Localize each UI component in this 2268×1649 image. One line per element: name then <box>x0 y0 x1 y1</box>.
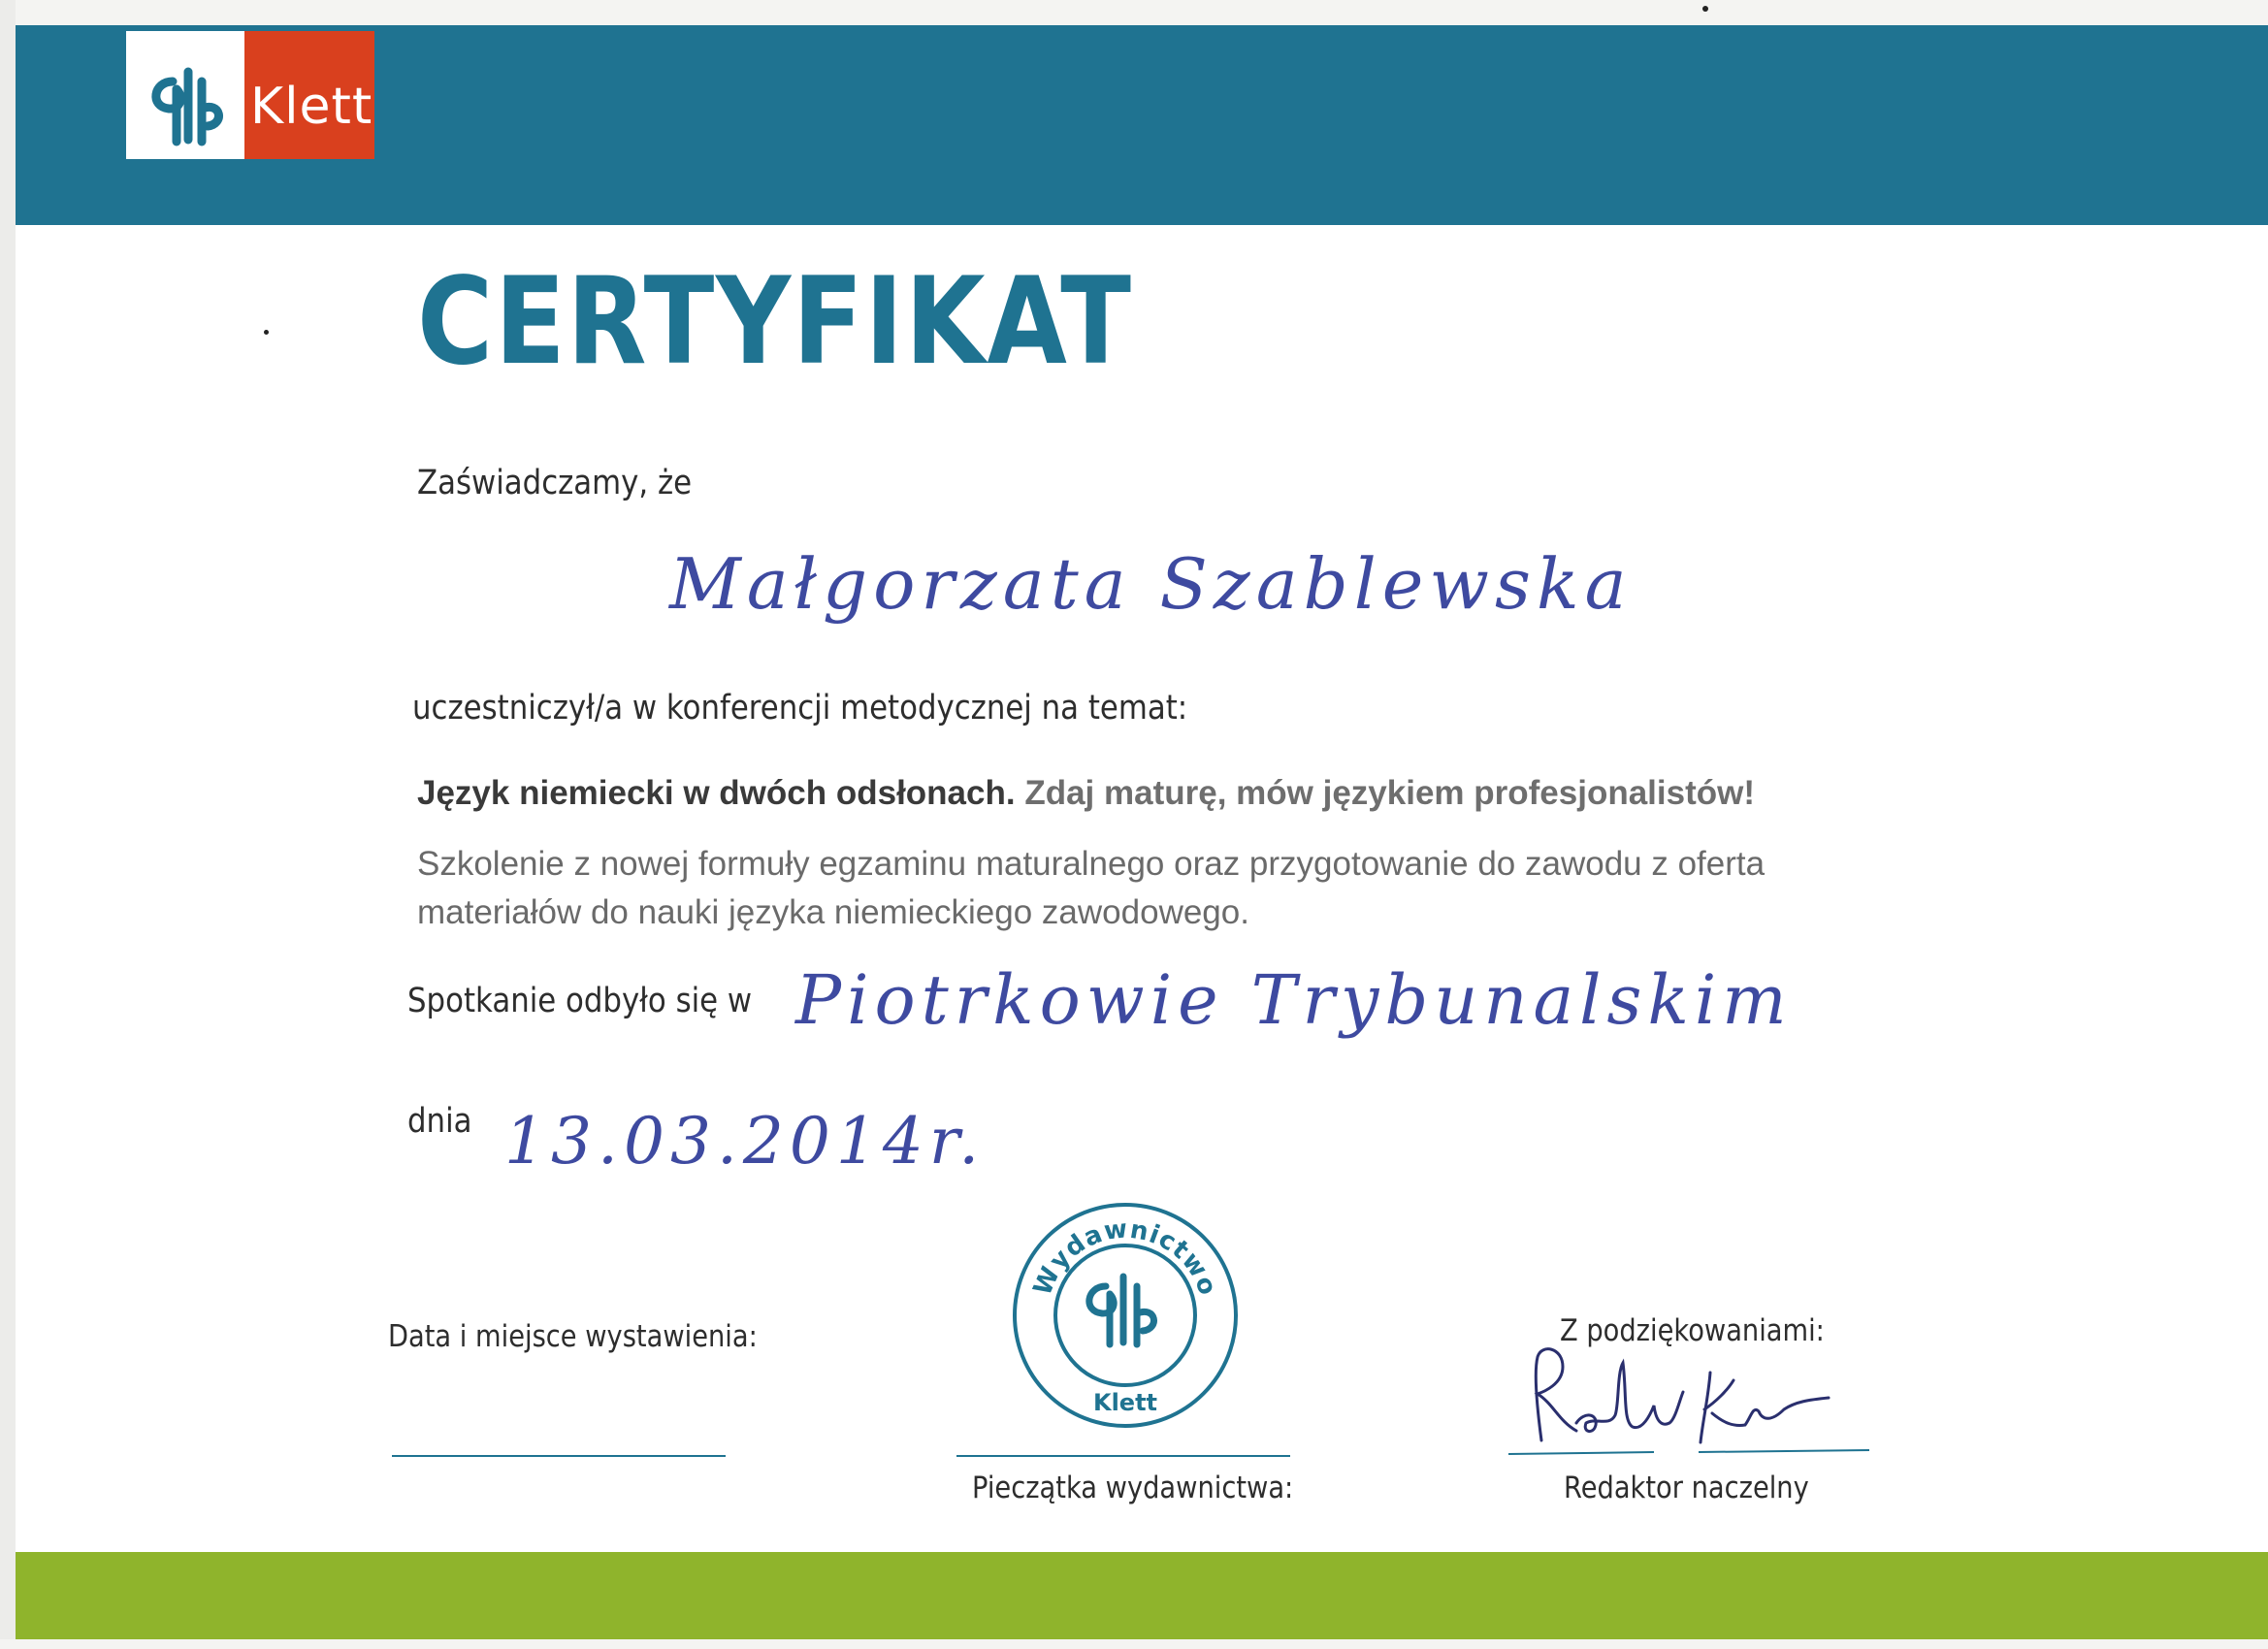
issue-label: Data i miejsce wystawienia: <box>388 1319 758 1354</box>
date-label: dnia <box>407 1102 472 1141</box>
signer-role: Redaktor naczelny <box>1564 1471 1809 1505</box>
scan-speck <box>264 330 269 335</box>
certificate-title: CERTYFIKAT <box>417 252 1133 392</box>
stamp-label: Pieczątka wydawnictwa: <box>972 1471 1294 1505</box>
klett-clover-icon <box>144 62 233 149</box>
meeting-place: Piotrkowie Trybunalskim <box>795 960 1793 1040</box>
thanks-label: Z podziękowaniami: <box>1560 1313 1825 1348</box>
participant-name: Małgorzata Szablewska <box>669 543 1633 625</box>
intro-text: Zaświadczamy, że <box>417 464 693 502</box>
topic-title-part1: Język niemiecki w dwóch odsłonach. <box>417 774 1016 812</box>
topic-title-part2: Zdaj maturę, mów językiem profesjonalistów! <box>1024 774 1755 812</box>
scan-edge-top <box>0 0 2268 25</box>
meeting-label: Spotkanie odbyło się w <box>407 982 753 1020</box>
stamp-top-text: Wydawnictwo <box>1027 1214 1223 1301</box>
scan-edge-left <box>0 0 16 1649</box>
logo-text: Klett <box>250 78 373 136</box>
participation-text: uczestniczył/a w konferencji metodycznej na temat: <box>412 689 1188 728</box>
publisher-stamp <box>1009 1199 1242 1432</box>
stamp-clover-icon <box>1089 1277 1154 1344</box>
date-value: 13.03.2014r. <box>504 1104 986 1179</box>
scan-edge-bottom <box>0 1639 2268 1649</box>
topic-description: Szkolenie z nowej formuły egzaminu maturalnego oraz przygotowanie do zawodu z oferta materiałów do nauki języka niemieckiego zawodowego. <box>417 845 1766 931</box>
footer-band <box>16 1552 2268 1649</box>
scan-speck <box>1702 6 1708 12</box>
stamp-line <box>956 1455 1290 1457</box>
handwritten-signature <box>1508 1334 1877 1460</box>
issue-line <box>392 1455 726 1457</box>
topic-title <box>417 774 1755 813</box>
stamp-bottom-text: Klett <box>1092 1389 1158 1416</box>
